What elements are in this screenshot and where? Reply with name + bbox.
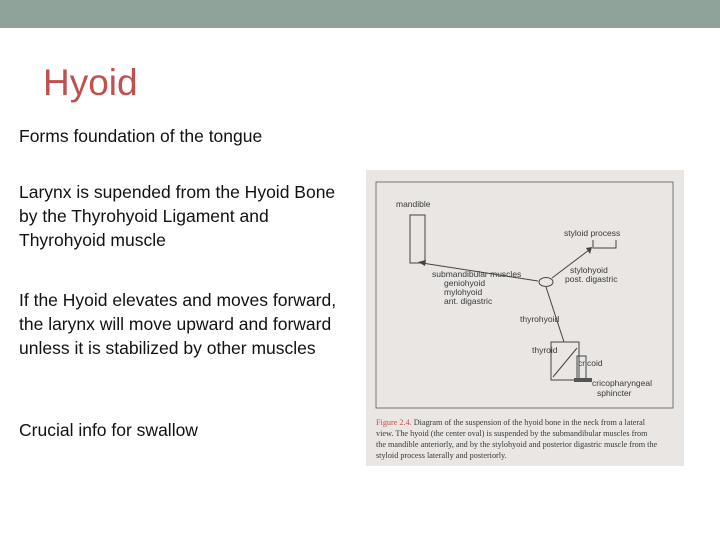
hyoid-diagram bbox=[366, 170, 684, 466]
cricopharyngeal-shape bbox=[574, 378, 592, 382]
label-geniohyoid: geniohyoid bbox=[444, 278, 486, 288]
slide-title: Hyoid bbox=[43, 62, 138, 103]
figure-caption-label: Figure 2.4. bbox=[376, 418, 412, 427]
top-accent-bar bbox=[0, 0, 720, 28]
styloid-process-shape bbox=[593, 240, 616, 248]
label-stylohyoid: stylohyoid bbox=[570, 265, 608, 275]
label-submandibular: submandibular muscles bbox=[432, 269, 522, 279]
label-mylohyoid: mylohyoid bbox=[444, 287, 483, 297]
hyoid-diagram-figure bbox=[366, 170, 684, 466]
label-post-digastric: post. digastric bbox=[565, 274, 618, 284]
label-mandible: mandible bbox=[396, 199, 431, 209]
mandible-shape bbox=[410, 215, 425, 263]
arrow-head bbox=[586, 247, 592, 254]
diagram-frame bbox=[376, 182, 673, 408]
figure-caption-line: styloid process laterally and posteriorly. bbox=[376, 451, 507, 460]
label-ant-digastric: ant. digastric bbox=[444, 296, 493, 306]
label-thyrohyoid: thyrohyoid bbox=[520, 314, 560, 324]
label-thyroid: thyroid bbox=[532, 345, 558, 355]
figure-caption-text: Diagram of the suspension of the hyoid bone in the neck from a lateral bbox=[411, 418, 645, 427]
bullet-item: Crucial info for swallow bbox=[19, 420, 198, 440]
hyoid-oval bbox=[539, 278, 553, 287]
figure-caption-line: the mandible anteriorly, and by the stylohyoid and posterior digastric muscle from the bbox=[376, 440, 658, 449]
label-cricopharyngeal: cricopharyngeal bbox=[592, 378, 653, 388]
label-sphincter: sphincter bbox=[597, 388, 632, 398]
bullet-item: If the Hyoid elevates and moves forward, the larynx will move upward and forward unless it is stabilized by other muscles bbox=[19, 290, 337, 358]
figure-caption-line bbox=[376, 418, 646, 427]
bullet-item: Forms foundation of the tongue bbox=[19, 126, 263, 146]
bullet-item: Larynx is supended from the Hyoid Bone by the Thyrohyoid Ligament and Thyrohyoid muscle bbox=[19, 182, 336, 250]
label-styloid-process: styloid process bbox=[564, 228, 621, 238]
figure-caption-line: view. The hyoid (the center oval) is suspended by the submandibular muscles from bbox=[376, 429, 648, 438]
label-cricoid: cricoid bbox=[578, 358, 603, 368]
